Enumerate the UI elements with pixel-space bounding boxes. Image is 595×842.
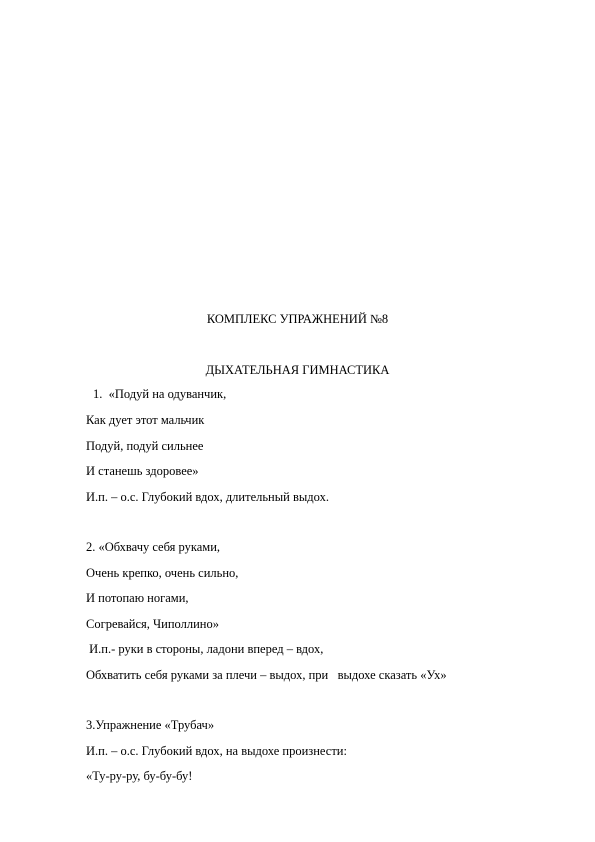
exercise-1-line: Как дует этот мальчик (86, 413, 205, 427)
section-heading: ДЫХАТЕЛЬНАЯ ГИМНАСТИКА (205, 363, 390, 377)
exercise-2-line: Очень крепко, очень сильно, (86, 566, 239, 580)
exercise-2-line: 2. «Обхвачу себя руками, (86, 540, 221, 554)
exercise-2-line: Обхватить себя руками за плечи – выдох, при выдохе сказать «Ух» (86, 668, 447, 682)
exercise-1-line: 1. «Подуй на одуванчик, (93, 387, 227, 401)
exercise-1-line: Подуй, подуй сильнее (86, 439, 204, 453)
exercise-2-line: И потопаю ногами, (86, 591, 189, 605)
document-title: КОМПЛЕКС УПРАЖНЕНИЙ №8 (206, 312, 389, 326)
exercise-1-line: И станешь здоровее» (86, 464, 199, 478)
exercise-2-line: Согревайся, Чиполлино» (86, 617, 219, 631)
exercise-3-line: 3.Упражнение «Трубач» (86, 718, 215, 732)
exercise-3-line: «Ту-ру-ру, бу-бу-бу! (86, 769, 193, 783)
exercise-3-line: И.п. – о.с. Глубокий вдох, на выдохе произнести: (86, 744, 347, 758)
exercise-2-line: И.п.- руки в стороны, ладони вперед – вдох, (86, 642, 324, 656)
exercise-1-line: И.п. – о.с. Глубокий вдох, длительный выдох. (86, 490, 329, 504)
